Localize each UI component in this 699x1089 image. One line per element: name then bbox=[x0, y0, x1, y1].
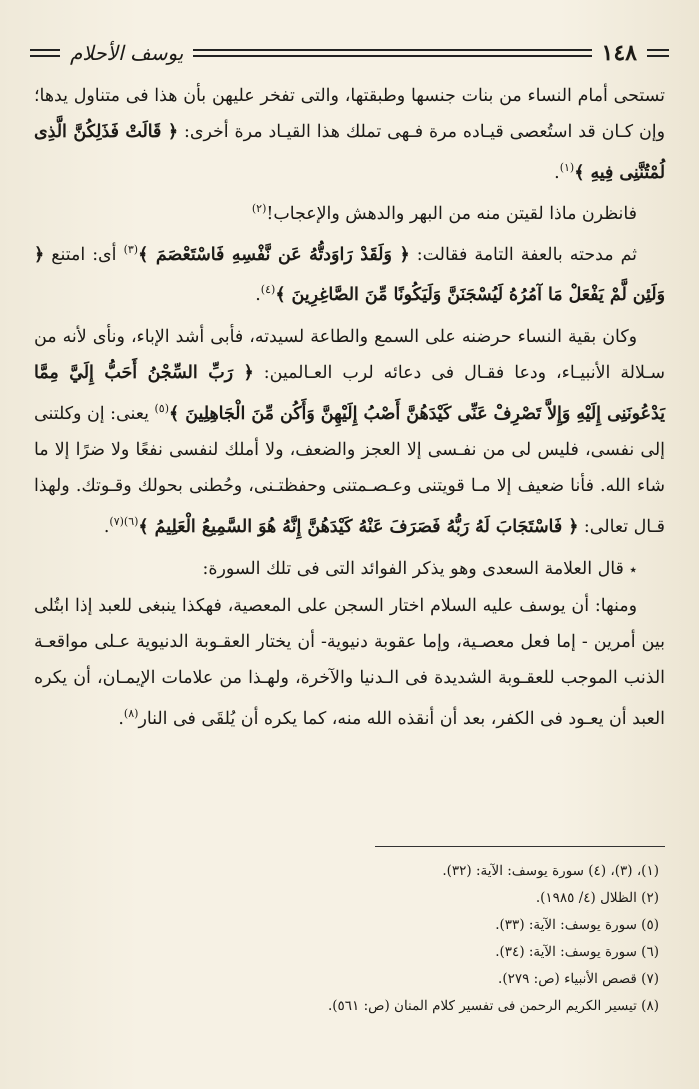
paragraph bbox=[34, 588, 665, 737]
footnote-ref: (٣) bbox=[123, 242, 139, 256]
footnote: (٨) تيسير الكريم الرحمن فى تفسير كلام المنان (ص: ٥٦١). bbox=[327, 998, 659, 1014]
text-run: . bbox=[118, 708, 124, 729]
running-header bbox=[30, 38, 669, 68]
footnote: (٧) قصص الأنبياء (ص: ٢٧٩). bbox=[498, 971, 659, 987]
text-run: . bbox=[255, 285, 261, 306]
text-run: أى: امتنع bbox=[44, 244, 124, 265]
header-rule-right bbox=[647, 49, 669, 57]
quran-verse: ﴿ رَبِّ السِّجْنُ أَحَبُّ إِلَيَّ مِمَّا يَدْعُونَنِى إِلَيْهِ وَإِلاَّ تَصْرِفْ عَنِّى كَيْدَهُنَّ أَصْبُ إِلَيْهِنَّ وَأَكُن مِّنَ الْجَاهِلِينَ ﴾ bbox=[34, 363, 665, 424]
page-number: ١٤٨ bbox=[601, 40, 637, 66]
footnote-ref: (٥) bbox=[154, 402, 169, 416]
footnote-ref: (٦)(٧) bbox=[109, 514, 139, 528]
header-rule-left bbox=[30, 49, 60, 57]
paragraph bbox=[34, 78, 665, 191]
footnote: (٦) سورة يوسف: الآية: (٣٤). bbox=[495, 944, 659, 960]
text-run: فانظرن ماذا لقيتن منه من البهر والدهش والإعجاب! bbox=[266, 203, 637, 224]
main-text bbox=[34, 78, 665, 737]
text-run: تستحى أمام النساء من بنات جنسها وطبقتها، والتى تفخر عليهن بأن هذا فى متناول يدها؛ وإن كـان قد استُعصى قيـاده مرة فـهى تملك هذا القيـاد مرة أخرى: bbox=[34, 86, 665, 142]
paragraph bbox=[34, 191, 665, 232]
asterisk-icon: ٭ bbox=[629, 561, 637, 578]
text-run: يعنى: إن وكلتنى إلى نفسى، فليس لى من نفـسى إلا العجز والضعف، ولا أملك لنفسى نفعًا ولا ضرًا إلا ما شاء الله. فأنا ضعيف إلا مـا قويتنى وعـصـمتنى وحفظتـنى، وحُطنى بحولك وقـوتك. ولهذا قـال تعالى: bbox=[34, 403, 665, 537]
footnote-ref: (١) bbox=[559, 161, 575, 174]
quran-verse: ﴿ فَاسْتَجَابَ لَهُ رَبُّهُ فَصَرَفَ عَنْهُ كَيْدَهُنَّ إِنَّهُ هُوَ السَّمِيعُ الْعَلِيمُ ﴾ bbox=[138, 516, 579, 537]
text-run: ومنها: أن يوسف عليه السلام اختار السجن على المعصية، فهكذا ينبغى للعبد إذا ابتُلى بين أمرين - إما فعل معصـية، وإما عقوبة دنيوية- أن يختار العقـوبة الدنيوية عـلى مواقعـة الذنب الموجب للعقـوبة الشديدة فى الـدنيا والآخرة، ولهـذا من علامات الإيمـان، أن يكره العبد أن يعـود فى الكفر، بعد أن أنقذه الله منه، كما يكره أن يُلقَى فى النار bbox=[34, 595, 665, 729]
paragraph bbox=[34, 551, 665, 588]
footnote-ref: (٤) bbox=[260, 283, 276, 297]
quran-verse: ﴿ وَلَقَدْ رَاوَدتُّهُ عَن نَّفْسِهِ فَاسْتَعْصَمَ ﴾ bbox=[138, 244, 410, 265]
footnote: (٥) سورة يوسف: الآية: (٣٣). bbox=[495, 917, 659, 933]
footnotes bbox=[34, 858, 659, 1020]
text-run: قال العلامة السعدى وهو يذكر الفوائد التى فى تلك السورة: bbox=[202, 558, 630, 579]
text-run: وكان بقية النساء حرضنه على السمع والطاعة لسيدته، فأبى أشد الإباء، ونأى لأنه من سـلالة الأنبيـاء، ودعا فقـال فى دعائه لرب العـالمين: bbox=[34, 327, 666, 384]
text-run: ثم مدحته بالعفة التامة فقالت: bbox=[409, 244, 637, 265]
header-rule-middle bbox=[193, 49, 591, 57]
footnote-ref: (٨) bbox=[123, 706, 139, 720]
footnote: (٢) الظلال (٤/ ١٩٨٥). bbox=[535, 890, 659, 906]
text-run: . bbox=[103, 516, 110, 537]
footnote-separator bbox=[375, 846, 665, 847]
paragraph bbox=[34, 319, 665, 545]
book-title: يوسف الأحلام bbox=[70, 41, 184, 65]
quran-verse: ﴿ وَلَئِن لَّمْ يَفْعَلْ مَا آمُرُهُ لَيُسْجَنَنَّ وَلَيَكُونًا مِّنَ الصَّاغِرِينَ ﴾ bbox=[34, 244, 665, 306]
quran-verse: ﴿ قَالَتْ فَذَلِكُنَّ الَّذِى لُمْتُنَّنِى فِيهِ ﴾ bbox=[34, 122, 665, 183]
footnote: (١)، (٣)، (٤) سورة يوسف: الآية: (٣٢). bbox=[442, 863, 659, 879]
text-run: . bbox=[554, 162, 560, 183]
paragraph bbox=[34, 232, 665, 314]
footnote-ref: (٢) bbox=[251, 201, 267, 215]
